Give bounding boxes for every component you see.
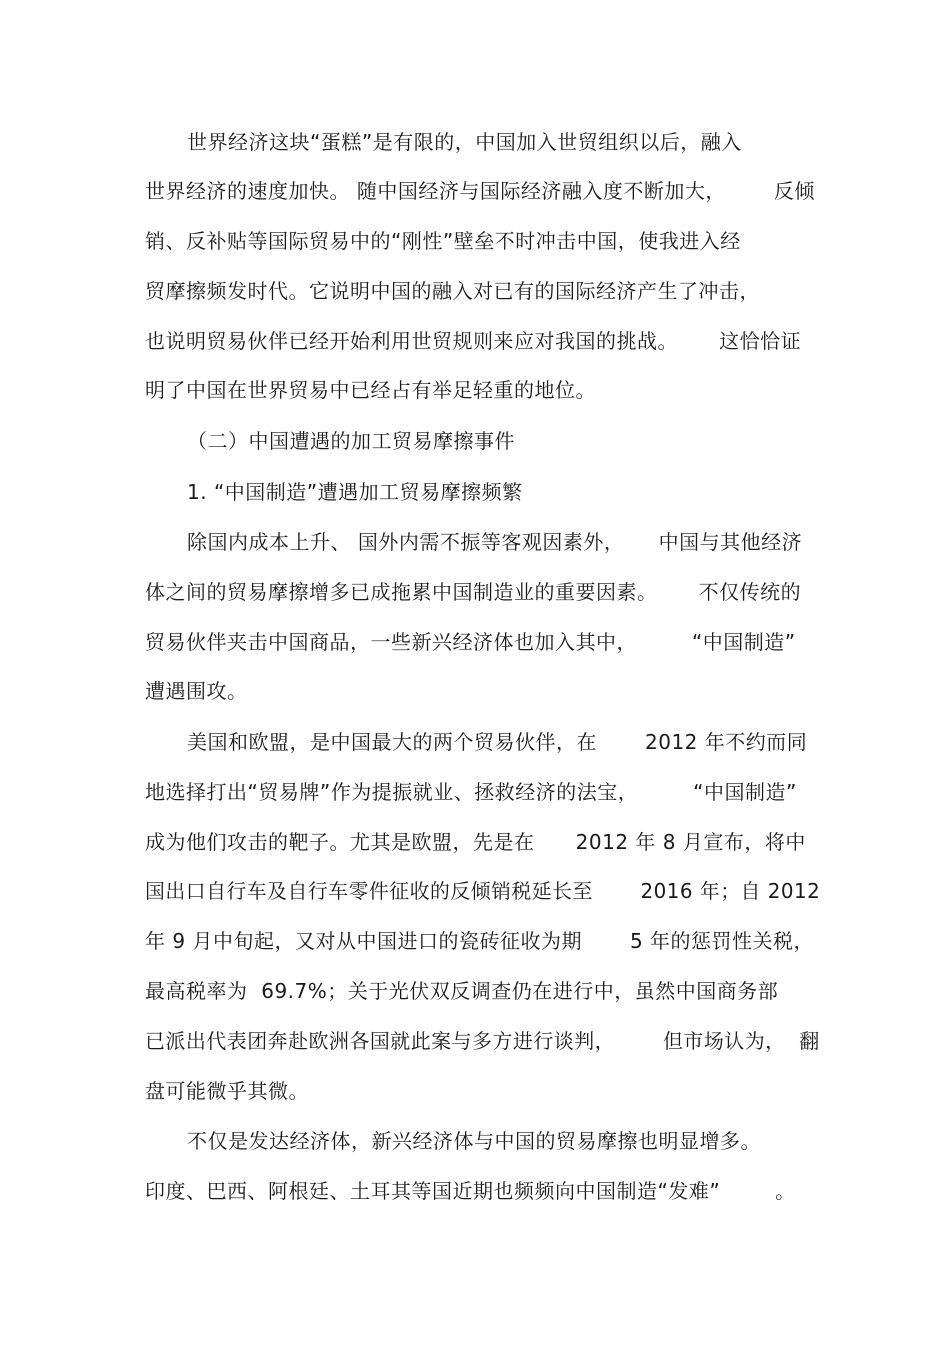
section-heading: （二）中国遭遇的加工贸易摩擦事件 [187,429,515,453]
text-line: 最高税率为 69.7%；关于光伏双反调查仍在进行中，虽然中国商务部 [145,979,779,1003]
text-line: 贸摩擦频发时代。它说明中国的融入对已有的国际经济产生了冲击， [145,279,760,303]
text-line: 国出口自行车及自行车零件征收的反倾销税延长至 2016 年；自 2012 [145,879,821,903]
text-line: 世界经济这块“蛋糕”是有限的，中国加入世贸组织以后，融入 [187,130,742,154]
text-line: 地选择打出“贸易牌”作为提振就业、拯救经济的法宝， “中国制造” [145,780,797,804]
text-line: 贸易伙伴夹击中国商品，一些新兴经济体也加入其中， “中国制造” [145,630,796,654]
text-line: 盘可能微乎其微。 [145,1079,309,1103]
text-line: 印度、巴西、阿根廷、土耳其等国近期也频频向中国制造“发难” 。 [145,1179,796,1203]
text-line: 体之间的贸易摩擦增多已成拖累中国制造业的重要因素。 不仅传统的 [145,580,802,604]
text-line: 遭遇围攻。 [145,679,248,703]
text-line: 成为他们攻击的靶子。尤其是欧盟，先是在 2012 年 8 月宣布，将中 [145,830,806,854]
text-line: 也说明贸易伙伴已经开始利用世贸规则来应对我国的挑战。 这恰恰证 [145,329,802,353]
text-line: 美国和欧盟，是中国最大的两个贸易伙伴，在 2012 年不约而同 [187,730,808,754]
text-line: 已派出代表团奔赴欧洲各国就此案与多方进行谈判， 但市场认为， 翻 [145,1029,820,1053]
text-line: 明了中国在世界贸易中已经占有举足轻重的地位。 [145,378,596,402]
text-line: 世界经济的速度加快。 随中国经济与国际经济融入度不断加大， 反倾 [145,179,815,203]
text-line: 销、反补贴等国际贸易中的“刚性”壁垒不时冲击中国，使我进入经 [145,229,741,253]
subsection-heading: 1. “中国制造”遭遇加工贸易摩擦频繁 [187,480,523,504]
text-line: 年 9 月中旬起，又对从中国进口的瓷砖征收为期 5 年的惩罚性关税， [145,929,815,953]
text-line: 除国内成本上升、 国外内需不振等客观因素外， 中国与其他经济 [187,530,803,554]
text-line: 不仅是发达经济体，新兴经济体与中国的贸易摩擦也明显增多。 [187,1129,761,1153]
